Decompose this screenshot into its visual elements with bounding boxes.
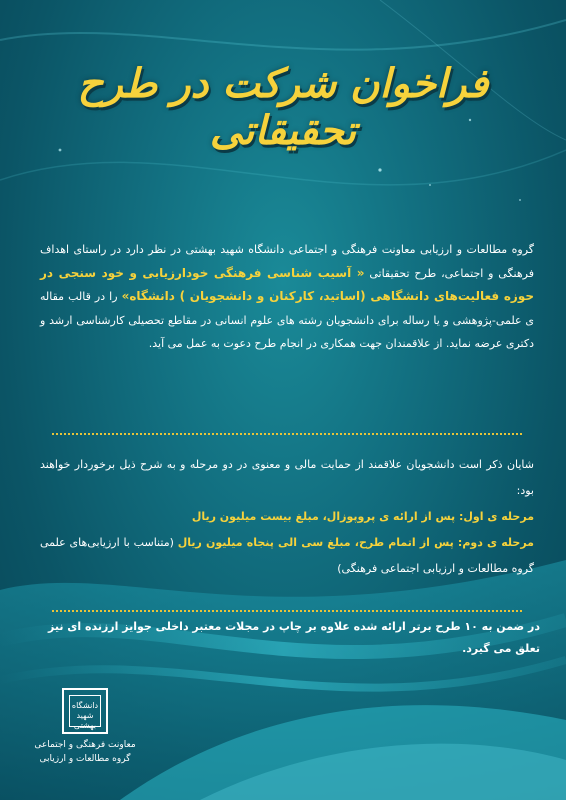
poster-title: فراخوان شرکت در طرح تحقیقاتی: [77, 60, 489, 154]
dotted-divider: [52, 610, 522, 612]
intro-text-1: گروه مطالعات و ارزیابی معاونت فرهنگی و اجتماعی دانشگاه شهید بهشتی در نظر دارد در راستای اهداف فرهنگی و اجتماعی، طرح تحقیقاتی: [40, 243, 534, 280]
logo-caption-line1: معاونت فرهنگی و اجتماعی: [34, 740, 136, 750]
project-title-highlight: « آسیب شناسی فرهنگی خودارزیابی و خود سنجی در حوزه فعالیت‌های دانشگاهی (اساتید، کارکنان و دانشجویان ) دانشگاه»: [40, 265, 534, 303]
intro-text-2: را در قالب مقاله ی علمی-پژوهشی و یا رساله برای دانشجویان رشته های علوم انسانی در مقاطع تحصیلی کارشناسی ارشد و دکتری عرضه نماید. از علاقمندان جهت همکاری در انجام طرح دعوت به عمل می آید.: [40, 290, 534, 350]
stage-2-block: [40, 530, 534, 582]
prize-note: در ضمن به ۱۰ طرح برتر ارائه شده علاوه بر چاپ در مجلات معتبر داخلی جوایز ارزنده ای نیز تعلق می گیرد.: [48, 620, 540, 655]
logo-caption-line2: گروه مطالعات و ارزیابی: [39, 754, 131, 764]
dotted-divider: [52, 433, 522, 435]
logo-mark: دانشگاه شهید بهشتی: [69, 695, 101, 727]
stage-1: مرحله ی اول: پس از ارائه ی پروپوزال، مبلغ بیست میلیون ریال: [191, 510, 534, 523]
logo-caption: [20, 738, 150, 766]
support-text: شایان ذکر است دانشجویان علاقمند از حمایت مالی و معنوی در دو مرحله و به شرح ذیل برخوردار خواهند بود:: [40, 458, 534, 497]
university-logo: [62, 688, 108, 734]
support-section: [40, 452, 534, 582]
intro-paragraph: [40, 238, 534, 356]
stage-2: مرحله ی دوم: پس از اتمام طرح، مبلغ سی الی پنجاه میلیون ریال: [177, 536, 534, 549]
stage-2-note: (متناسب با ارزیابی‌های علمی گروه مطالعات و ارزیابی اجتماعی فرهنگی): [40, 536, 534, 575]
